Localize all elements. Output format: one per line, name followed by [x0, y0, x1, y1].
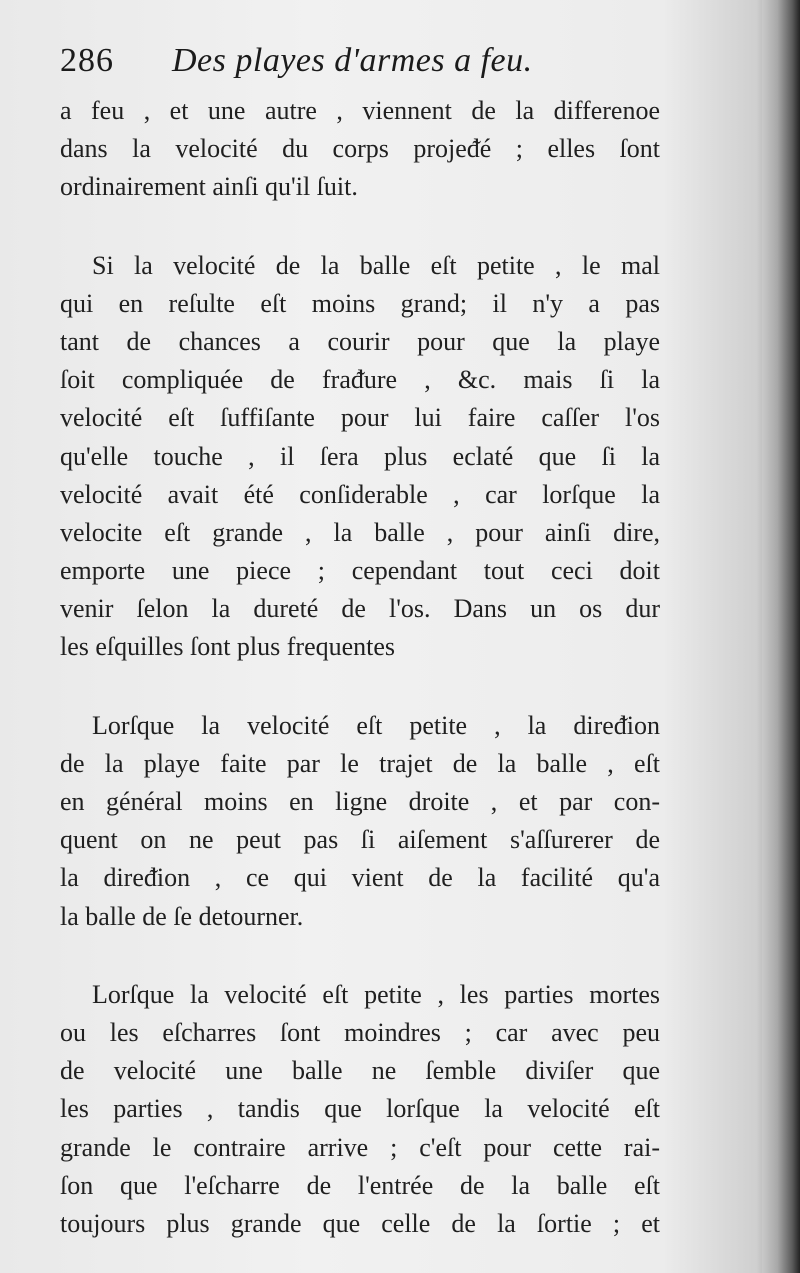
- text-line: ſoit compliquée de fraᵭure , &c. mais ſi la: [60, 365, 660, 395]
- paragraph-1: [60, 92, 660, 207]
- text-line: la direᵭion , ce qui vient de la facilité qu'a: [60, 863, 660, 893]
- text-line: velocité eſt ſuffiſante pour lui faire caſſer l'os: [60, 403, 660, 433]
- text-line: velocité avait été conſiderable , car lorſque la: [60, 479, 660, 509]
- text-line: Si la velocité de la balle eſt petite , le mal: [92, 250, 660, 280]
- text-line: velocite eſt grande , la balle , pour ainſi dire,: [60, 517, 660, 547]
- text-line: a feu , et une autre , viennent de la differenoe: [60, 96, 660, 125]
- page-number: 286: [60, 42, 114, 79]
- book-gutter-shadow: [762, 0, 800, 1273]
- text-line: grande le contraire arrive ; c'eſt pour cette rai-: [60, 1132, 660, 1162]
- text-line: de la playe faite par le trajet de la balle , eſt: [60, 748, 660, 778]
- text-line: ſon que l'eſcharre de l'entrée de la balle eſt: [60, 1170, 660, 1200]
- text-line: de velocité une balle ne ſemble diviſer que: [60, 1056, 660, 1086]
- running-title: Des playes d'armes a feu.: [172, 42, 533, 79]
- text-line: les eſquilles ſont plus frequentes: [60, 632, 396, 662]
- body-text: [60, 92, 660, 1243]
- text-line: ordinairement ainſi qu'il ſuit.: [60, 172, 358, 202]
- text-line: quent on ne peut pas ſi aiſement s'aſſurerer de: [60, 825, 660, 855]
- text-line: en général moins en ligne droite , et par con-: [60, 787, 660, 816]
- text-line: ou les eſcharres ſont moindres ; car avec peu: [60, 1017, 660, 1047]
- text-line: tant de chances a courir pour que la playe: [60, 326, 660, 356]
- text-line: dans la velocité du corps projeᵭé ; elles ſont: [60, 134, 660, 164]
- text-line: toujours plus grande que celle de la ſortie ; et: [60, 1208, 660, 1238]
- paragraph-4: [60, 976, 660, 1243]
- paragraph-3: [60, 707, 660, 936]
- text-line: emporte une piece ; cependant tout ceci doit: [60, 556, 660, 586]
- text-line: qu'elle touche , il ſera plus eclaté que ſi la: [60, 441, 660, 471]
- running-head: [60, 42, 700, 92]
- paragraph-2: [60, 247, 660, 667]
- text-line: les parties , tandis que lorſque la velocité eſt: [60, 1094, 660, 1124]
- text-line: Lorſque la velocité eſt petite , la direᵭion: [92, 710, 660, 740]
- text-line: la balle de ſe detourner.: [60, 901, 304, 931]
- text-line: Lorſque la velocité eſt petite , les parties mortes: [92, 979, 660, 1009]
- text-line: qui en reſulte eſt moins grand; il n'y a pas: [60, 288, 660, 318]
- text-line: venir ſelon la dureté de l'os. Dans un os dur: [60, 594, 660, 624]
